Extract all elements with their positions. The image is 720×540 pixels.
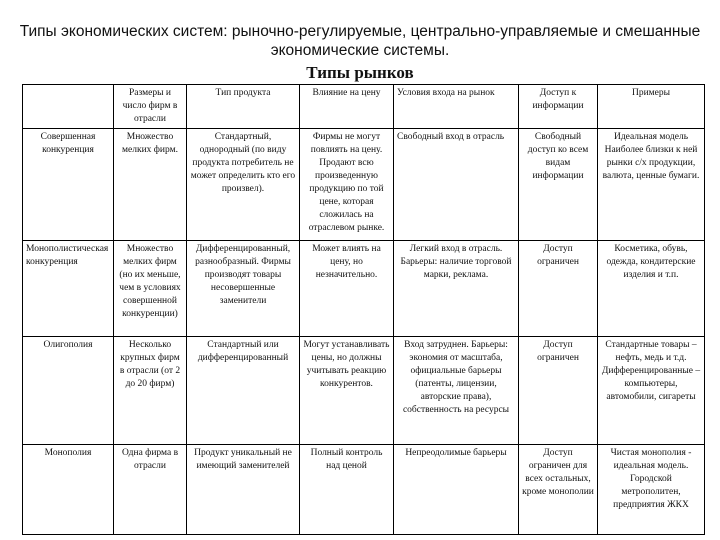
market-types-table bbox=[22, 84, 705, 535]
document-title: Типы экономических систем: рыночно-регулируемые, центрально-управляемые и смешанные экономические системы. bbox=[19, 23, 701, 59]
table-cell: Доступ ограничен для всех остальных, кроме монополии bbox=[519, 445, 598, 535]
table-cell: Свободный вход в отрасль bbox=[394, 129, 519, 241]
table-cell: Совершенная конкуренция bbox=[23, 129, 114, 241]
table-cell: Фирмы не могут повлиять на цену. Продают всю произведенную продукцию по той цене, которая сложилась на отраслевом рынке. bbox=[300, 129, 394, 241]
table-cell: Полный контроль над ценой bbox=[300, 445, 394, 535]
table-cell: Легкий вход в отрасль. Барьеры: наличие торговой марки, реклама. bbox=[394, 241, 519, 337]
table-cell: Косметика, обувь, одежда, кондитерские изделия и т.п. bbox=[598, 241, 705, 337]
table-cell: Стандартные товары – нефть, медь и т.д. Дифференцированные – компьютеры, автомобили, сигареты bbox=[598, 337, 705, 445]
table-row bbox=[23, 337, 705, 445]
table-cell: Стандартный или дифференцированный bbox=[187, 337, 300, 445]
table-cell: Могут устанавливать цены, но должны учитывать реакцию конкурентов. bbox=[300, 337, 394, 445]
header-cell: Доступ к информации bbox=[519, 85, 598, 129]
header-cell: Примеры bbox=[598, 85, 705, 129]
table-row bbox=[23, 129, 705, 241]
table-cell: Идеальная модель Наиболее близки к ней рынки с/х продукции, валюта, ценные бумаги. bbox=[598, 129, 705, 241]
table-row bbox=[23, 445, 705, 535]
table-title: Типы рынков bbox=[306, 63, 414, 82]
table-cell: Монополистическая конкуренция bbox=[23, 241, 114, 337]
table-cell: Дифференцированный, разнообразный. Фирмы производят товары несовершенные заменители bbox=[187, 241, 300, 337]
table-cell: Олигополия bbox=[23, 337, 114, 445]
table-cell: Стандартный, однородный (по виду продукта потребитель не может определить кто его произвел). bbox=[187, 129, 300, 241]
header-cell: Размеры и число фирм в отрасли bbox=[114, 85, 187, 129]
table-cell: Чистая монополия - идеальная модель. Городской метрополитен, предприятия ЖКХ bbox=[598, 445, 705, 535]
table-row bbox=[23, 241, 705, 337]
table-header-row bbox=[23, 85, 705, 129]
table-cell: Непреодолимые барьеры bbox=[394, 445, 519, 535]
header-cell bbox=[23, 85, 114, 129]
table-cell: Может влиять на цену, но незначительно. bbox=[300, 241, 394, 337]
header-cell: Тип продукта bbox=[187, 85, 300, 129]
table-cell: Доступ ограничен bbox=[519, 241, 598, 337]
table-cell: Монополия bbox=[23, 445, 114, 535]
header-cell: Условия входа на рынок bbox=[394, 85, 519, 129]
table-cell: Продукт уникальный не имеющий заменителей bbox=[187, 445, 300, 535]
table-cell: Множество мелких фирм (но их меньше, чем в условиях совершенной конкуренции) bbox=[114, 241, 187, 337]
table-cell: Свободный доступ ко всем видам информации bbox=[519, 129, 598, 241]
table-cell: Одна фирма в отрасли bbox=[114, 445, 187, 535]
table-cell: Вход затруднен. Барьеры: экономия от масштаба, официальные барьеры (патенты, лицензии, авторские права), собственность на ресурсы bbox=[394, 337, 519, 445]
table-cell: Несколько крупных фирм в отрасли (от 2 до 20 фирм) bbox=[114, 337, 187, 445]
header-cell: Влияние на цену bbox=[300, 85, 394, 129]
table-cell: Доступ ограничен bbox=[519, 337, 598, 445]
table-cell: Множество мелких фирм. bbox=[114, 129, 187, 241]
